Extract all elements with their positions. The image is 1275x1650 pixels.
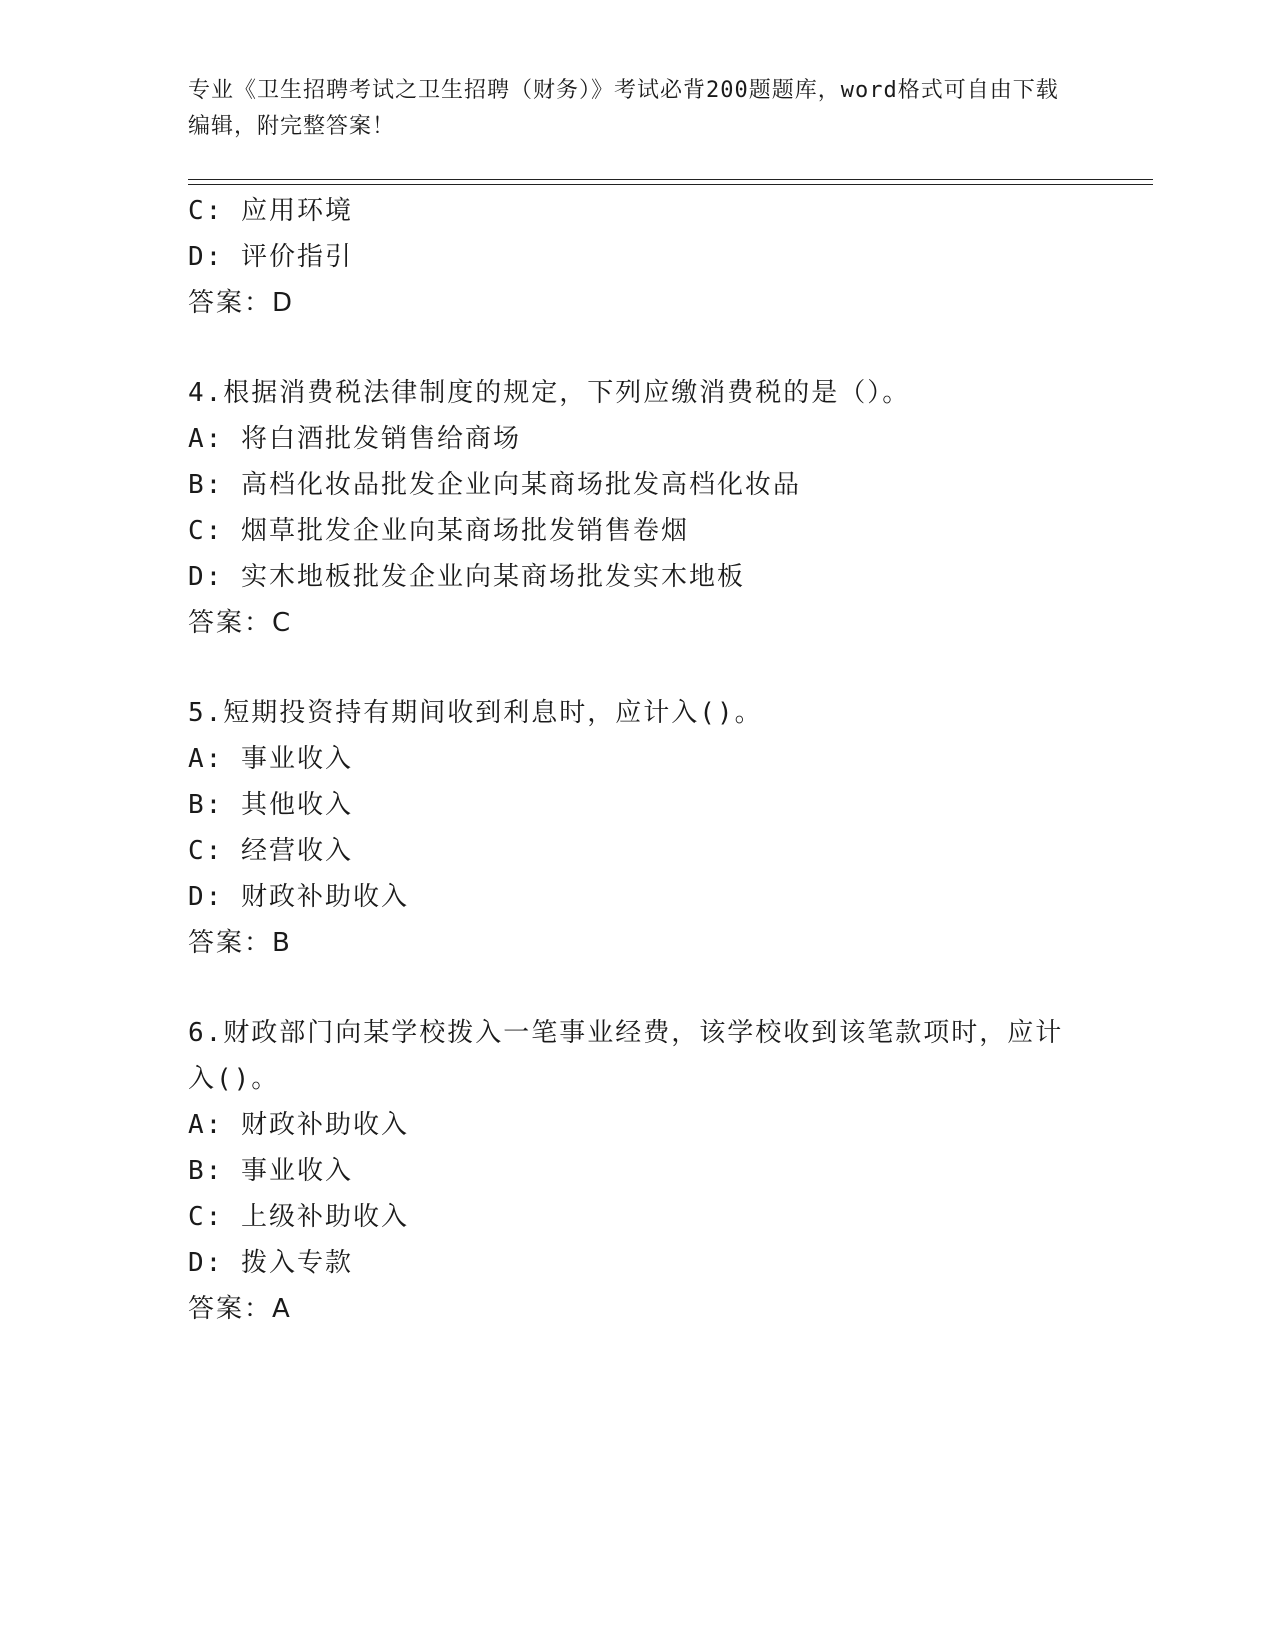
question-4	[188, 370, 1068, 646]
question-stem: 4.根据消费税法律制度的规定，下列应缴消费税的是（）。	[188, 378, 911, 408]
option-d: D: 拨入专款	[188, 1248, 353, 1278]
question-stem: 5.短期投资持有期间收到利息时，应计入()。	[188, 698, 763, 728]
option-a: A: 将白酒批发销售给商场	[188, 424, 521, 454]
option-b: B: 高档化妆品批发企业向某商场批发高档化妆品	[188, 470, 801, 500]
option-c: C: 上级补助收入	[188, 1202, 409, 1232]
option-d: D: 财政补助收入	[188, 882, 409, 912]
option-a: A: 事业收入	[188, 744, 353, 774]
question-stem: 6.财政部门向某学校拨入一笔事业经费，该学校收到该笔款项时，应计入()。	[188, 1018, 1064, 1094]
option-c: C: 经营收入	[188, 836, 353, 866]
question-3-fragment	[188, 188, 1068, 326]
option-d: D: 实木地板批发企业向某商场批发实木地板	[188, 562, 745, 592]
option-b: B: 其他收入	[188, 790, 353, 820]
question-5	[188, 690, 1068, 966]
option-c: C: 烟草批发企业向某商场批发销售卷烟	[188, 516, 689, 546]
question-6	[188, 1010, 1068, 1332]
answer: 答案：D	[188, 288, 295, 318]
answer: 答案：C	[188, 608, 293, 638]
option-c: C: 应用环境	[188, 196, 353, 226]
question-list	[188, 188, 1068, 1332]
header-rule-bottom	[188, 184, 1153, 185]
header-rule-top	[188, 179, 1153, 180]
answer: 答案：A	[188, 1294, 292, 1324]
option-a: A: 财政补助收入	[188, 1110, 409, 1140]
option-b: B: 事业收入	[188, 1156, 353, 1186]
answer: 答案：B	[188, 928, 292, 958]
document-header: 专业《卫生招聘考试之卫生招聘（财务）》考试必背200题题库，word格式可自由下载编辑，附完整答案！	[188, 78, 1059, 139]
option-d: D: 评价指引	[188, 242, 353, 272]
